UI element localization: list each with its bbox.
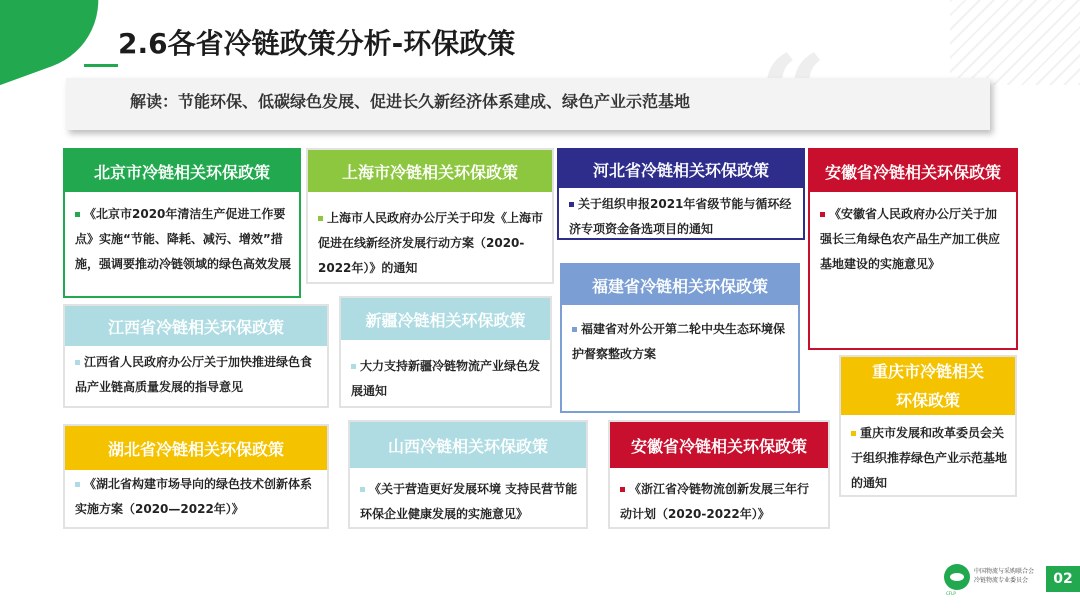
card-chongqing [839,355,1017,497]
card-hebei [557,148,805,240]
bullet-icon [620,487,625,492]
bullet-icon [75,482,80,487]
card-chongqing-title [841,357,1015,415]
logo-org-line2: 冷链物流专业委员会 [974,577,1029,584]
card-xinjiang [339,296,552,408]
corner-decoration [0,0,118,90]
card-fujian [560,263,800,413]
card-shanghai-title: 上海市冷链相关环保政策 [308,150,552,192]
card-shanxi-text: 《关于营造更好发展环境 支持民营节能环保企业健康发展的实施意见》 [360,482,578,521]
interpretation-text: 解读：节能环保、低碳绿色发展、促进长久新经济体系建成、绿色产业示范基地 [130,92,691,111]
title-underline [84,64,118,67]
card-xinjiang-text: 大力支持新疆冷链物流产业绿色发展通知 [351,359,541,398]
card-beijing-title: 北京市冷链相关环保政策 [65,150,299,192]
logo-org-line1: 中国物流与采购联合会 [974,568,1035,575]
logo-icon [944,564,970,590]
bullet-icon [351,364,356,369]
page-number: 02 [1046,566,1080,592]
card-beijing [63,148,301,298]
card-anhui [808,148,1018,350]
card-anhui-2 [608,420,830,529]
card-hubei-title: 湖北省冷链相关环保政策 [65,426,327,470]
card-anhui-2-text: 《浙江省冷链物流创新发展三年行动计划（2020-2022年）》 [620,482,810,521]
logo-org-en: CFLP [946,591,956,596]
bullet-icon [569,202,574,207]
card-jiangxi-title: 江西省冷链相关环保政策 [65,306,327,346]
card-anhui-text: 《安徽省人民政府办公厅关于加强长三角绿色农产品生产加工供应基地建设的实施意见》 [820,207,1001,271]
bullet-icon [75,212,80,217]
card-fujian-text: 福建省对外公开第二轮中央生态环境保护督察整改方案 [572,322,786,361]
bullet-icon [75,360,80,365]
card-chongqing-title-line1: 重庆市冷链相关 [871,362,984,381]
card-shanxi [348,420,588,529]
card-jiangxi-text: 江西省人民政府办公厅关于加快推进绿色食品产业链高质量发展的指导意见 [75,355,313,394]
card-shanghai [306,148,554,284]
card-chongqing-text: 重庆市发展和改革委员会关于组织推荐绿色产业示范基地的通知 [851,426,1007,490]
page-title: 2.6各省冷链政策分析-环保政策 [118,27,516,60]
org-logo [944,562,1042,598]
bullet-icon [820,212,825,217]
card-fujian-title: 福建省冷链相关环保政策 [562,265,798,305]
card-anhui-2-title: 安徽省冷链相关环保政策 [610,422,828,468]
card-beijing-text: 《北京市2020年清洁生产促进工作要点》实施“节能、降耗、减污、增效”措施，强调要推动冷链领域的绿色高效发展 [75,207,291,271]
bullet-icon [851,431,856,436]
card-jiangxi [63,304,329,408]
card-hubei [63,424,329,529]
diagonal-pattern-decoration [950,0,1080,85]
bullet-icon [360,487,365,492]
card-hebei-title: 河北省冷链相关环保政策 [559,150,803,188]
bullet-icon [572,327,577,332]
card-shanxi-title: 山西冷链相关环保政策 [350,422,586,468]
card-xinjiang-title: 新疆冷链相关环保政策 [341,298,550,340]
card-shanghai-text: 上海市人民政府办公厅关于印发《上海市促进在线新经济发展行动方案（2020-2022年）》的通知 [318,211,544,275]
card-hebei-text: 关于组织申报2021年省级节能与循环经济专项资金备选项目的通知 [569,197,792,236]
bullet-icon [318,216,323,221]
card-chongqing-title-line2: 环保政策 [895,391,960,410]
card-anhui-title: 安徽省冷链相关环保政策 [810,150,1016,192]
card-hubei-text: 《湖北省构建市场导向的绿色技术创新体系实施方案（2020—2022年）》 [75,477,313,516]
